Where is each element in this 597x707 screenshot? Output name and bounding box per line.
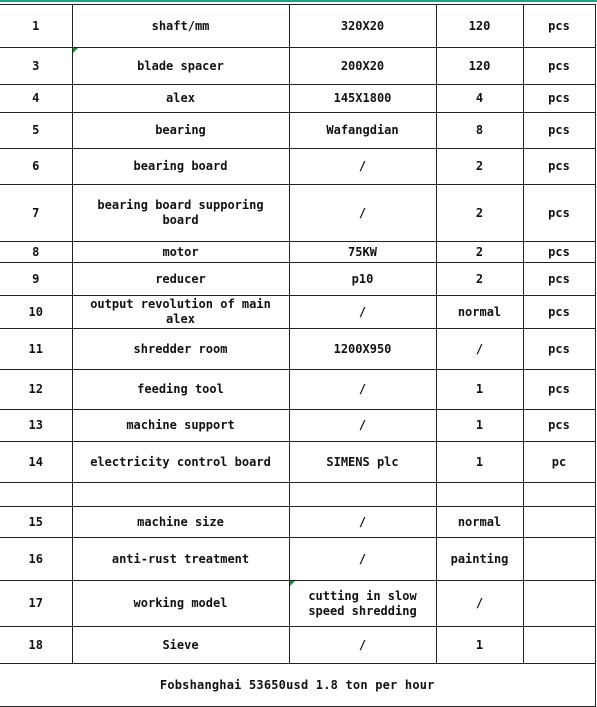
item-name: motor — [72, 242, 289, 263]
item-qty: normal — [436, 507, 523, 538]
item-unit: pcs — [523, 329, 595, 370]
item-qty: 1 — [436, 410, 523, 442]
row-number: 18 — [0, 627, 72, 664]
sheet-top-border — [0, 0, 597, 2]
item-qty: 2 — [436, 242, 523, 263]
row-number: 7 — [0, 185, 72, 242]
item-name: bearing board supporing board — [72, 185, 289, 242]
row-number: 11 — [0, 329, 72, 370]
item-spec: / — [289, 410, 436, 442]
table-row — [0, 410, 595, 442]
item-spec: 75KW — [289, 242, 436, 263]
item-qty: 1 — [436, 627, 523, 664]
item-name: reducer — [72, 263, 289, 296]
item-unit: pcs — [523, 296, 595, 329]
item-unit: pcs — [523, 48, 595, 85]
item-name: feeding tool — [72, 370, 289, 410]
item-name: shaft/mm — [72, 5, 289, 48]
table-row — [0, 329, 595, 370]
parts-table — [0, 4, 596, 707]
item-qty — [436, 483, 523, 507]
item-qty: 1 — [436, 370, 523, 410]
item-spec — [289, 483, 436, 507]
item-spec: / — [289, 507, 436, 538]
item-unit: pc — [523, 442, 595, 483]
item-spec: 145X1800 — [289, 85, 436, 113]
item-spec: / — [289, 370, 436, 410]
row-number: 13 — [0, 410, 72, 442]
item-unit — [523, 507, 595, 538]
item-qty: 4 — [436, 85, 523, 113]
item-unit: pcs — [523, 5, 595, 48]
item-spec: / — [289, 149, 436, 185]
table-row — [0, 538, 595, 581]
item-spec: Wafangdian — [289, 113, 436, 149]
item-name: output revolution of main alex — [72, 296, 289, 329]
item-name: electricity control board — [72, 442, 289, 483]
row-number: 17 — [0, 581, 72, 627]
item-name: anti-rust treatment — [72, 538, 289, 581]
item-spec: / — [289, 627, 436, 664]
table-row — [0, 442, 595, 483]
item-unit — [523, 483, 595, 507]
item-qty: 2 — [436, 185, 523, 242]
item-unit — [523, 538, 595, 581]
table-row — [0, 296, 595, 329]
table-row — [0, 507, 595, 538]
item-unit: pcs — [523, 410, 595, 442]
table-row-empty — [0, 483, 595, 507]
item-name: working model — [72, 581, 289, 627]
item-qty: painting — [436, 538, 523, 581]
row-number: 8 — [0, 242, 72, 263]
item-qty: 8 — [436, 113, 523, 149]
table-row — [0, 185, 595, 242]
item-name — [72, 483, 289, 507]
item-name: blade spacer — [72, 48, 289, 85]
item-qty: 120 — [436, 48, 523, 85]
item-unit: pcs — [523, 242, 595, 263]
item-unit: pcs — [523, 263, 595, 296]
item-qty: 120 — [436, 5, 523, 48]
item-unit: pcs — [523, 149, 595, 185]
row-number: 1 — [0, 5, 72, 48]
footer-row — [0, 664, 595, 707]
table-row — [0, 5, 595, 48]
item-name: bearing board — [72, 149, 289, 185]
item-unit: pcs — [523, 113, 595, 149]
item-spec: / — [289, 538, 436, 581]
item-unit: pcs — [523, 85, 595, 113]
item-qty: 2 — [436, 149, 523, 185]
table-row — [0, 149, 595, 185]
item-qty: 1 — [436, 442, 523, 483]
row-number: 16 — [0, 538, 72, 581]
item-name: bearing — [72, 113, 289, 149]
item-spec: p10 — [289, 263, 436, 296]
table-row — [0, 627, 595, 664]
row-number: 12 — [0, 370, 72, 410]
item-qty: 2 — [436, 263, 523, 296]
row-number: 3 — [0, 48, 72, 85]
item-unit: pcs — [523, 185, 595, 242]
table-row — [0, 48, 595, 85]
table-row — [0, 242, 595, 263]
item-name: shredder room — [72, 329, 289, 370]
item-name: Sieve — [72, 627, 289, 664]
item-name: machine size — [72, 507, 289, 538]
table-row — [0, 113, 595, 149]
item-unit: pcs — [523, 370, 595, 410]
table-row — [0, 581, 595, 627]
table-row — [0, 85, 595, 113]
item-spec: 1200X950 — [289, 329, 436, 370]
item-spec: 200X20 — [289, 48, 436, 85]
table-row — [0, 370, 595, 410]
item-spec: cutting in slow speed shredding — [289, 581, 436, 627]
item-qty: normal — [436, 296, 523, 329]
row-number: 15 — [0, 507, 72, 538]
price-summary: Fobshanghai 53650usd 1.8 ton per hour — [0, 664, 595, 707]
item-unit — [523, 581, 595, 627]
row-number: 6 — [0, 149, 72, 185]
row-number — [0, 483, 72, 507]
item-qty: / — [436, 581, 523, 627]
item-spec: / — [289, 185, 436, 242]
item-unit — [523, 627, 595, 664]
item-qty: / — [436, 329, 523, 370]
row-number: 14 — [0, 442, 72, 483]
item-spec: 320X20 — [289, 5, 436, 48]
item-spec: SIMENS plc — [289, 442, 436, 483]
item-name: machine support — [72, 410, 289, 442]
row-number: 5 — [0, 113, 72, 149]
row-number: 4 — [0, 85, 72, 113]
row-number: 9 — [0, 263, 72, 296]
table-row — [0, 263, 595, 296]
item-spec: / — [289, 296, 436, 329]
item-name: alex — [72, 85, 289, 113]
row-number: 10 — [0, 296, 72, 329]
